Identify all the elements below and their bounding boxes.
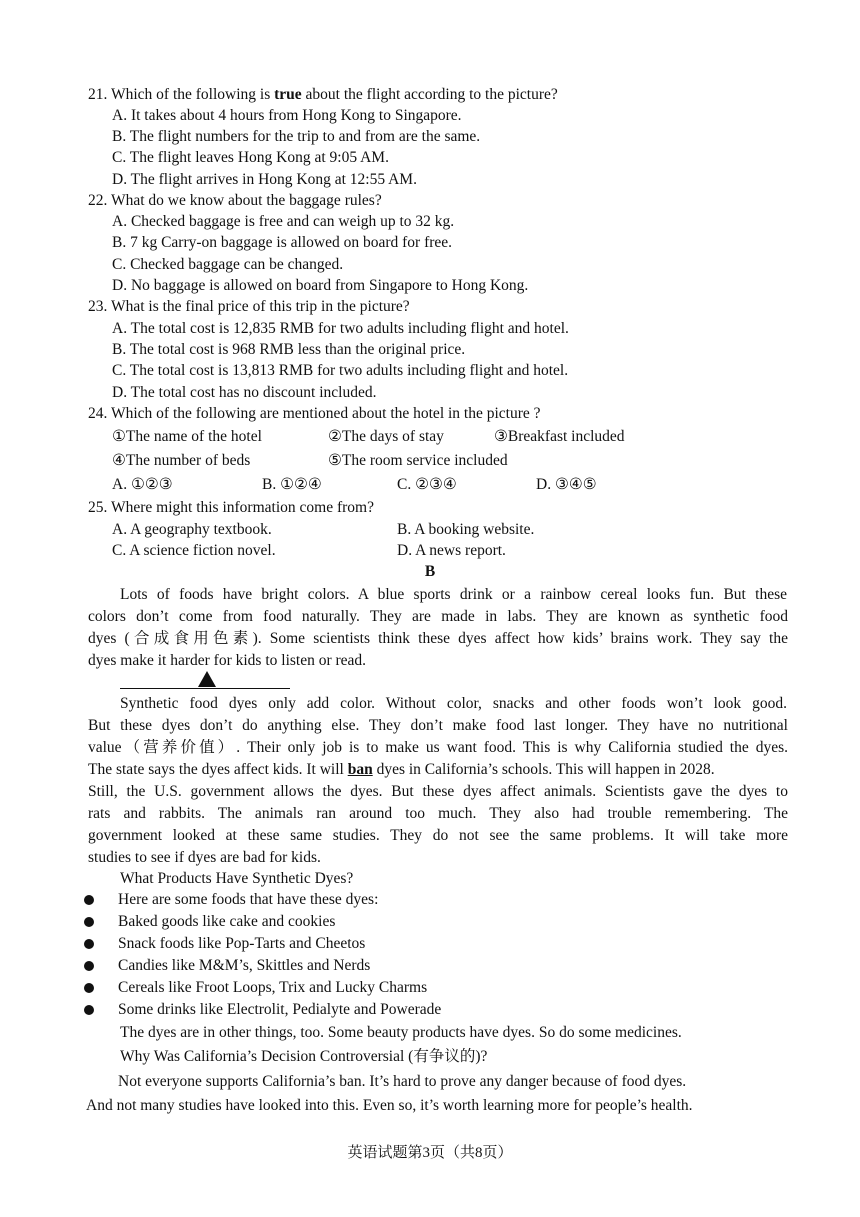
para4-line-2: And not many studies have looked into this. Even so, it’s worth learning more for people’s health. xyxy=(86,1097,693,1114)
page-footer: 英语试题第3页（共8页） xyxy=(347,1145,513,1161)
question-22-stem: 22. What do we know about the baggage rules? xyxy=(88,192,382,209)
q23-option-a: A. The total cost is 12,835 RMB for two adults including flight and hotel. xyxy=(112,320,569,337)
q22-option-c: C. Checked baggage can be changed. xyxy=(112,256,344,273)
q24-item-4: ④The number of beds xyxy=(112,452,251,469)
para2-line-5: Still, the U.S. government allows the dyes. But these dyes affect animals. Scientists gave the dyes to xyxy=(88,783,788,800)
answer-blank xyxy=(120,688,290,689)
para2-line-7: government looked at these same studies. They do not see the same problems. It will take more xyxy=(88,827,788,844)
q24-option-d: D. ③④⑤ xyxy=(536,476,597,493)
para1-line-2: colors don’t come from food naturally. They are made in labs. They are known as synthetic food xyxy=(88,608,788,625)
bullet-icon xyxy=(84,895,94,905)
para3: The dyes are in other things, too. Some beauty products have dyes. So do some medicines. xyxy=(120,1024,682,1041)
q24-option-c: C. ②③④ xyxy=(397,476,457,493)
ban-word: ban xyxy=(347,761,373,778)
para4-line-1: Not everyone supports California’s ban. It’s hard to prove any danger because of food dyes. xyxy=(118,1073,687,1090)
q25-option-b: B. A booking website. xyxy=(397,521,535,538)
para1-line-1: Lots of foods have bright colors. A blue sports drink or a rainbow cereal looks fun. But these xyxy=(120,586,787,603)
section-b-heading: B xyxy=(424,563,436,580)
bullet-icon xyxy=(84,983,94,993)
bullet-3: Snack foods like Pop-Tarts and Cheetos xyxy=(118,935,366,952)
bullet-icon xyxy=(84,939,94,949)
bullet-icon xyxy=(84,917,94,927)
q21-option-c: C. The flight leaves Hong Kong at 9:05 AM. xyxy=(112,149,389,166)
para2-line-6: rats and rabbits. The animals ran around too much. They also had trouble remembering. The xyxy=(88,805,788,822)
question-24-stem: 24. Which of the following are mentioned about the hotel in the picture ? xyxy=(88,405,541,422)
bullet-1: Here are some foods that have these dyes: xyxy=(118,891,379,908)
q24-option-b: B. ①②④ xyxy=(262,476,322,493)
q22-option-a: A. Checked baggage is free and can weigh up to 32 kg. xyxy=(112,213,455,230)
bullet-icon xyxy=(84,961,94,971)
para2-line-2: But these dyes don’t do anything else. They don’t make food last longer. They have no nutritional xyxy=(88,717,788,734)
q25-option-a: A. A geography textbook. xyxy=(112,521,272,538)
bullet-6: Some drinks like Electrolit, Pedialyte and Powerade xyxy=(118,1001,442,1018)
q24-item-1: ①The name of the hotel xyxy=(112,428,262,445)
q22-option-d: D. No baggage is allowed on board from Singapore to Hong Kong. xyxy=(112,277,529,294)
q25-option-d: D. A news report. xyxy=(397,542,506,559)
para2-line-8: studies to see if dyes are bad for kids. xyxy=(88,849,321,866)
heading-controversial: Why Was California’s Decision Controversial (有争议的)? xyxy=(120,1048,488,1065)
q23-option-d: D. The total cost has no discount included. xyxy=(112,384,377,401)
heading-products: What Products Have Synthetic Dyes? xyxy=(120,870,354,887)
para1-line-4: dyes make it harder for kids to listen or read. xyxy=(88,652,367,669)
para1-line-3: dyes (合成食用色素). Some scientists think these dyes affect how kids’ brains work. They say the xyxy=(88,630,788,647)
q23-option-c: C. The total cost is 13,813 RMB for two adults including flight and hotel. xyxy=(112,362,569,379)
q21-option-a: A. It takes about 4 hours from Hong Kong to Singapore. xyxy=(112,107,462,124)
q21-option-d: D. The flight arrives in Hong Kong at 12:55 AM. xyxy=(112,171,417,188)
q22-option-b: B. 7 kg Carry-on baggage is allowed on board for free. xyxy=(112,234,453,251)
q24-item-2: ②The days of stay xyxy=(328,428,444,445)
q24-option-a: A. ①②③ xyxy=(112,476,173,493)
para2-line-1: Synthetic food dyes only add color. Without color, snacks and other foods won’t look good. xyxy=(120,695,787,712)
bullet-2: Baked goods like cake and cookies xyxy=(118,913,336,930)
bullet-icon xyxy=(84,1005,94,1015)
question-25-stem: 25. Where might this information come from? xyxy=(88,499,374,516)
insert-caret-icon xyxy=(198,671,216,687)
q21-option-b: B. The flight numbers for the trip to and from are the same. xyxy=(112,128,481,145)
q24-item-3: ③Breakfast included xyxy=(494,428,625,445)
bullet-4: Candies like M&M’s, Skittles and Nerds xyxy=(118,957,371,974)
para2-line-3: value（营养价值）. Their only job is to make us want food. This is why California studied the dyes. xyxy=(88,739,788,756)
q24-item-5: ⑤The room service included xyxy=(328,452,508,469)
bullet-5: Cereals like Froot Loops, Trix and Lucky Charms xyxy=(118,979,428,996)
para2-line-4: The state says the dyes affect kids. It will ban dyes in California’s schools. This will happen in 2028. xyxy=(88,761,715,778)
q25-option-c: C. A science fiction novel. xyxy=(112,542,276,559)
question-21-stem: 21. Which of the following is true about the flight according to the picture? xyxy=(88,86,558,103)
question-23-stem: 23. What is the final price of this trip in the picture? xyxy=(88,298,410,315)
q23-option-b: B. The total cost is 968 RMB less than the original price. xyxy=(112,341,466,358)
